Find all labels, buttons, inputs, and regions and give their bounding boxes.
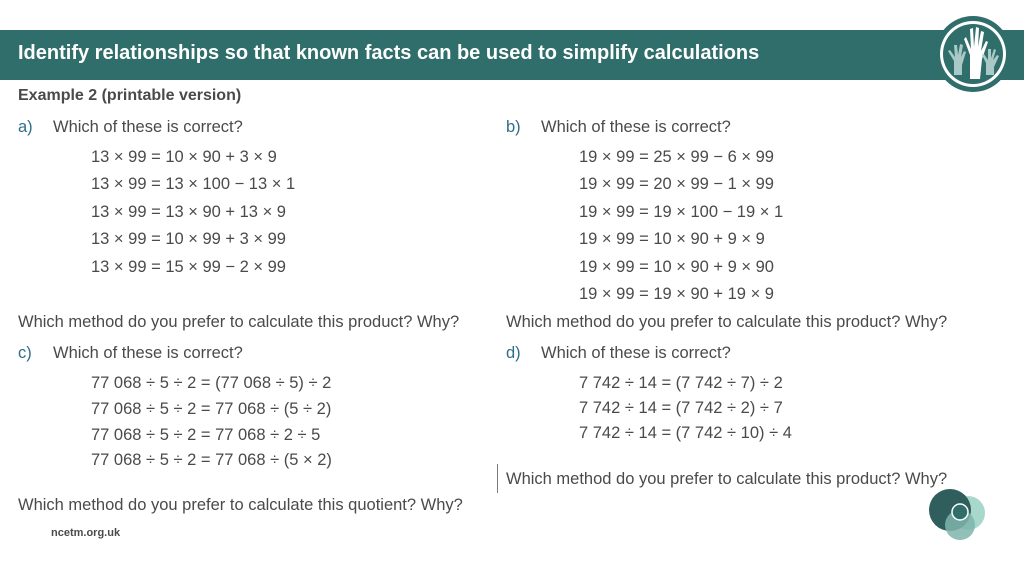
equation-item: 77 068 ÷ 5 ÷ 2 = 77 068 ÷ (5 × 2) [91,451,332,470]
hands-logo-icon [934,15,1012,93]
equation-item: 19 × 99 = 10 × 90 + 9 × 9 [579,230,765,249]
question-b-text: Which of these is correct? [541,118,731,136]
equation-item: 77 068 ÷ 5 ÷ 2 = 77 068 ÷ (5 ÷ 2) [91,399,332,418]
question-d-label: d) [506,344,521,362]
question-b-prompt: Which method do you prefer to calculate this product? Why? [506,313,948,331]
equation-item: 13 × 99 = 13 × 100 − 13 × 1 [91,175,296,194]
question-a-prompt: Which method do you prefer to calculate this product? Why? [18,313,460,331]
equation-item: 13 × 99 = 15 × 99 − 2 × 99 [91,257,286,276]
example-subtitle: Example 2 (printable version) [18,87,242,104]
question-d-prompt: Which method do you prefer to calculate this product? Why? [506,470,948,488]
circles-decoration-icon [926,486,990,546]
equation-item: 7 742 ÷ 14 = (7 742 ÷ 2) ÷ 7 [579,399,783,417]
equation-item: 19 × 99 = 10 × 90 + 9 × 90 [579,257,774,276]
question-a-text: Which of these is correct? [53,118,243,136]
equation-item: 13 × 99 = 10 × 99 + 3 × 99 [91,230,286,249]
question-c-prompt: Which method do you prefer to calculate this quotient? Why? [18,496,463,514]
question-c-label: c) [18,344,32,362]
equation-item: 13 × 99 = 10 × 90 + 3 × 9 [91,148,277,166]
question-a-equations [91,144,295,281]
question-c-equations [91,371,332,474]
page-title: Identify relationships so that known facts can be used to simplify calculations [18,42,760,64]
question-a-label: a) [18,118,33,136]
question-b-equations [579,144,783,308]
equation-item: 77 068 ÷ 5 ÷ 2 = (77 068 ÷ 5) ÷ 2 [91,374,332,392]
question-d-text: Which of these is correct? [541,344,731,362]
question-c-text: Which of these is correct? [53,344,243,362]
header-banner [0,30,1024,80]
equation-item: 13 × 99 = 13 × 90 + 13 × 9 [91,202,286,221]
equation-item: 19 × 99 = 19 × 90 + 19 × 9 [579,284,774,303]
equation-item: 19 × 99 = 19 × 100 − 19 × 1 [579,202,784,221]
equation-item: 77 068 ÷ 5 ÷ 2 = 77 068 ÷ 2 ÷ 5 [91,425,321,444]
question-d-equations [579,371,792,446]
question-b-label: b) [506,118,521,136]
equation-item: 7 742 ÷ 14 = (7 742 ÷ 7) ÷ 2 [579,374,783,392]
equation-item: 19 × 99 = 20 × 99 − 1 × 99 [579,175,774,194]
footer-url: ncetm.org.uk [51,527,121,539]
equation-item: 19 × 99 = 25 × 99 − 6 × 99 [579,148,774,166]
text-cursor-line [497,464,498,493]
equation-item: 7 742 ÷ 14 = (7 742 ÷ 10) ÷ 4 [579,424,792,442]
